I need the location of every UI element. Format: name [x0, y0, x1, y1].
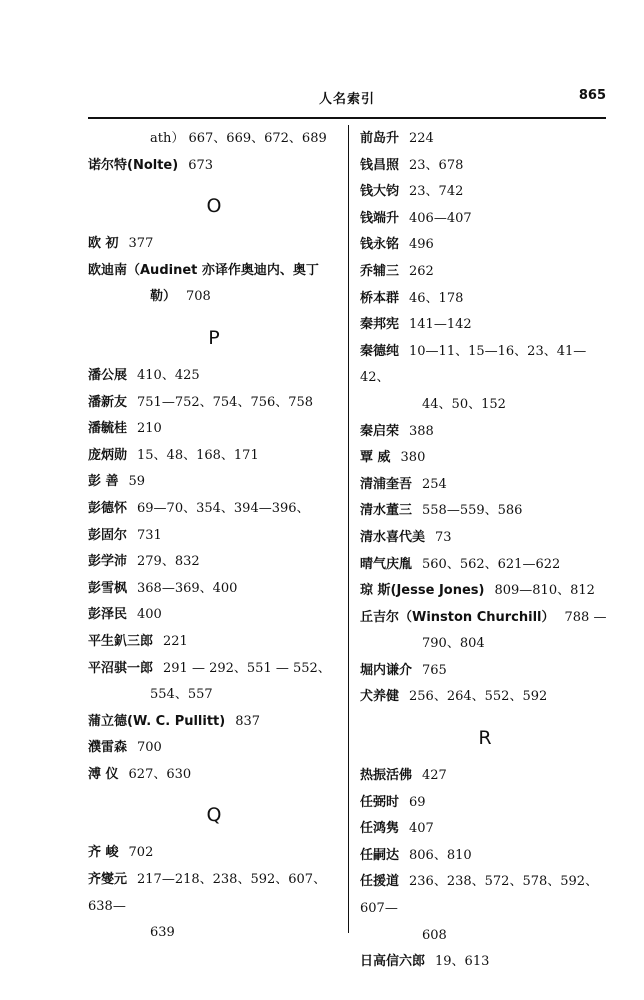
index-entry	[88, 602, 340, 629]
entry-name: 晴气庆胤	[360, 556, 413, 572]
page-header	[88, 88, 606, 114]
entry-name: 清浦奎吾	[360, 476, 413, 492]
entry-pages: 256、264、552、592	[409, 689, 548, 705]
entry-pages: 837	[235, 713, 261, 729]
index-entry	[360, 312, 610, 339]
right-column	[360, 126, 610, 976]
entry-pages: 627、630	[128, 766, 192, 782]
entry-pages: 558—559、586	[422, 503, 523, 519]
entry-pages: 639	[150, 925, 175, 941]
entry-name: 清水董三	[360, 503, 413, 519]
entry-pages: 224	[409, 131, 434, 146]
index-entry	[360, 498, 610, 525]
entry-name: 日高信六郎	[360, 954, 426, 970]
index-entry	[88, 231, 340, 258]
index-entry	[360, 763, 610, 790]
section-letter: P	[208, 326, 220, 349]
entry-name: 秦邦宪	[360, 317, 400, 333]
entry-name: 平沼骐一郎	[88, 660, 154, 676]
index-entry	[88, 469, 340, 496]
entry-name: 犬养健	[360, 689, 400, 705]
section-letter: O	[206, 195, 222, 218]
index-entry	[360, 631, 610, 658]
entry-name: 彭学沛	[88, 554, 128, 570]
page-number: 865	[578, 88, 606, 103]
entry-pages: 427	[422, 768, 447, 784]
index-entry	[88, 549, 340, 576]
entry-pages: 410、425	[137, 367, 200, 383]
entry-name: 欧 初	[88, 236, 119, 252]
index-entry	[88, 867, 340, 920]
entry-pages: 73	[435, 529, 452, 545]
entry-name: 庞炳勋	[88, 447, 128, 463]
index-entry	[88, 682, 340, 709]
index-entry	[88, 762, 340, 789]
entry-pages: 708	[186, 289, 211, 305]
entry-pages: 496	[409, 237, 434, 253]
entry-pages: 69—70、354、394—396、	[137, 500, 310, 516]
index-entry	[88, 920, 340, 947]
entry-pages: 19、613	[435, 954, 490, 970]
entry-pages: 751—752、754、756、758	[137, 394, 314, 410]
index-entry	[88, 390, 340, 417]
index-entry	[360, 658, 610, 685]
entry-name: 堀内谦介	[360, 662, 413, 678]
entry-name: 潘公展	[88, 367, 128, 383]
entry-pages: 59	[128, 474, 146, 490]
index-entry	[88, 496, 340, 523]
entry-name: 齐燮元	[88, 872, 128, 888]
entry-pages: 809—810、812	[494, 583, 595, 599]
entry-pages: 217—218、238、592、607、638—	[88, 872, 327, 914]
entry-pages: 254	[422, 476, 447, 492]
index-entry	[360, 525, 610, 552]
entry-pages: 236、238、572、578、592、607—	[360, 874, 599, 917]
index-entry	[360, 419, 610, 446]
entry-pages: 790、804	[422, 636, 485, 652]
entry-name: 潘新友	[88, 394, 128, 410]
index-entry	[360, 339, 610, 392]
entry-pages: 221	[163, 633, 188, 649]
entry-name: 钱昌照	[360, 157, 400, 173]
index-entry	[360, 259, 610, 286]
entry-name: 琼 斯(Jesse Jones)	[360, 583, 485, 599]
entry-pages: 15、48、168、171	[137, 447, 259, 463]
index-entry	[88, 709, 340, 736]
entry-name: 乔辅三	[360, 263, 400, 279]
index-entry	[88, 126, 340, 153]
entry-name: 秦德纯	[360, 343, 400, 359]
entry-name: 任嗣达	[360, 847, 400, 863]
index-entry	[360, 126, 610, 153]
index-entry	[360, 949, 610, 976]
index-entry	[360, 684, 610, 711]
entry-pages: 765	[422, 662, 447, 678]
index-entry	[360, 790, 610, 817]
index-entry	[88, 840, 340, 867]
entry-name: 勒）	[150, 289, 177, 305]
entry-name: 丘吉尔（Winston Churchill）	[360, 609, 555, 625]
index-entry	[360, 206, 610, 233]
index-entry	[360, 605, 610, 632]
entry-name: 秦启荣	[360, 423, 400, 439]
index-entry	[360, 286, 610, 313]
entry-pages: 407	[409, 821, 434, 837]
entry-name: 彭雪枫	[88, 580, 128, 596]
index-entry	[360, 923, 610, 950]
index-entry	[88, 416, 340, 443]
entry-pages: 141—142	[409, 317, 472, 333]
index-entry	[88, 363, 340, 390]
entry-name: 诺尔特(Nolte)	[88, 157, 179, 173]
entry-pages: 368—369、400	[137, 580, 238, 596]
entry-pages: 23、678	[409, 157, 464, 173]
left-column	[88, 126, 340, 947]
entry-name: 钱永铭	[360, 237, 400, 253]
index-entry	[88, 153, 340, 180]
index-entry	[360, 179, 610, 206]
section-letter: Q	[206, 804, 222, 827]
entry-name: 彭固尔	[88, 527, 128, 543]
entry-name: 齐 峻	[88, 845, 119, 861]
entry-name: 覃 威	[360, 450, 391, 466]
entry-pages: 388	[409, 423, 434, 439]
entry-name: 濮雷森	[88, 740, 128, 756]
index-entry	[360, 578, 610, 605]
index-entry	[360, 232, 610, 259]
entry-name: 彭 善	[88, 474, 119, 490]
entry-pages: 788 —	[564, 609, 607, 625]
entry-name: 桥本群	[360, 290, 400, 306]
entry-name: 热振活佛	[360, 768, 413, 784]
entry-pages: 23、742	[409, 184, 464, 200]
header-rule	[88, 117, 606, 119]
entry-name: 任弼时	[360, 794, 400, 810]
entry-name: 彭德怀	[88, 500, 128, 516]
entry-name: 蒲立德(W. C. Pullitt)	[88, 713, 226, 729]
entry-pages: 731	[137, 527, 162, 543]
index-entry	[360, 392, 610, 419]
entry-pages: 69	[409, 794, 426, 810]
entry-pages: 44、50、152	[422, 396, 506, 412]
index-entry	[88, 258, 340, 285]
index-entry	[360, 153, 610, 180]
column-divider	[348, 125, 349, 933]
entry-pages: 673	[188, 157, 214, 173]
entry-pages: 380	[400, 450, 426, 466]
section-letter: R	[478, 727, 492, 750]
index-entry	[88, 629, 340, 656]
index-entry	[360, 552, 610, 579]
entry-name: 前岛升	[360, 131, 400, 146]
entry-name: 钱端升	[360, 210, 400, 226]
entry-pages: 554、557	[150, 687, 213, 703]
running-title: 人名索引	[318, 92, 375, 107]
entry-pages: 560、562、621—622	[422, 556, 561, 572]
entry-pages: 377	[128, 236, 154, 252]
entry-name: 任鸿隽	[360, 821, 400, 837]
index-entry	[88, 735, 340, 762]
index-entry	[88, 576, 340, 603]
entry-pages: 400	[137, 607, 162, 623]
entry-pages: 406—407	[409, 210, 472, 226]
entry-name: 潘毓桂	[88, 421, 128, 437]
entry-name: 彭泽民	[88, 607, 128, 623]
entry-pages: 262	[409, 263, 434, 279]
index-entry	[360, 445, 610, 472]
entry-name: 平生釟三郎	[88, 633, 154, 649]
index-entry	[360, 869, 610, 922]
entry-pages: 10—11、15—16、23、41—42、	[360, 343, 587, 386]
index-entry	[88, 523, 340, 550]
entry-pages: 806、810	[409, 847, 472, 863]
entry-name: 清水喜代美	[360, 529, 426, 545]
index-entry	[88, 284, 340, 311]
entry-pages: 608	[422, 927, 447, 943]
entry-pages: 291 — 292、551 — 552、	[163, 660, 331, 676]
entry-pages: 702	[128, 845, 154, 861]
index-entry	[360, 816, 610, 843]
entry-pages: 46、178	[409, 290, 464, 306]
entry-pages: 210	[137, 421, 162, 437]
entry-pages: ath） 667、669、672、689	[150, 131, 327, 146]
entry-name: 任援道	[360, 874, 400, 890]
entry-pages: 700	[137, 740, 162, 756]
index-entry	[88, 443, 340, 470]
index-entry	[360, 472, 610, 499]
entry-name: 溥 仪	[88, 766, 119, 782]
entry-name: 欧迪南（Audinet 亦译作奥迪内、奥丁	[88, 262, 319, 278]
index-entry	[88, 656, 340, 683]
index-entry	[360, 843, 610, 870]
entry-name: 钱大钧	[360, 184, 400, 200]
entry-pages: 279、832	[137, 554, 200, 570]
